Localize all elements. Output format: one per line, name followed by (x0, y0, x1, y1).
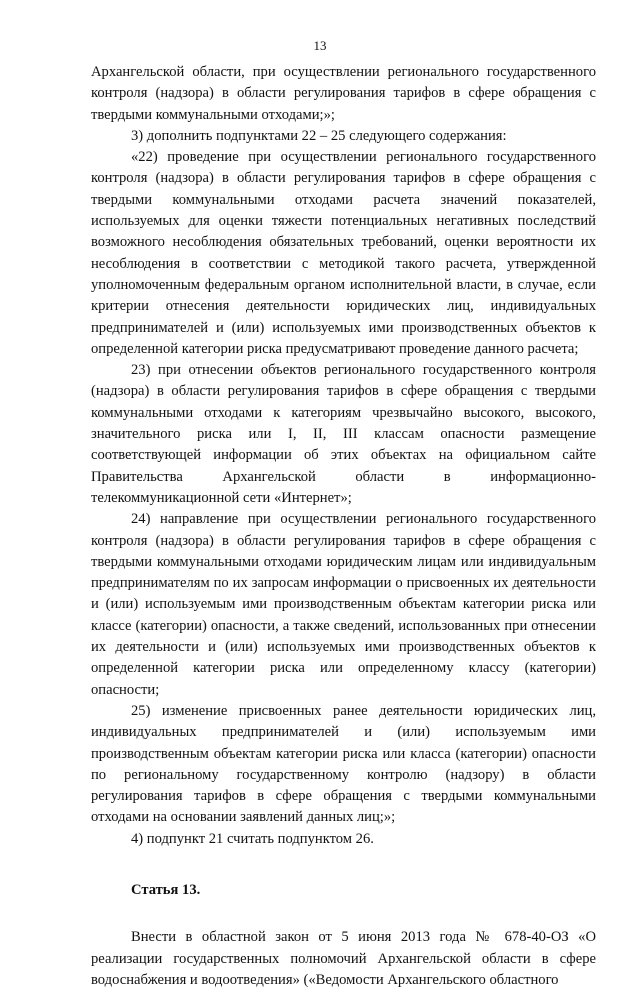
document-body (91, 62, 596, 991)
page-number: 13 (313, 38, 327, 53)
paragraph-item-4: 4) подпункт 21 считать подпунктом 26. (131, 830, 374, 847)
paragraph-subitem-24: 24) направление при осуществлении регионального государственного контроля (надзора) в области регулирования тарифов в сфере обращения с твердыми коммунальными отходами юридическим лицам или индивидуальным предпринимателям по их запросам информации о присвоенных их деятельности и (или) используемым ими производственным объектам категории риска или классе (категории) опасности, а также сведений, использованных при отнесении их деятельности и (или) используемых ими производственных объектов к определенной категории риска или определенному классу (категории) опасности; (91, 511, 596, 698)
paragraph-subitem-25: 25) изменение присвоенных ранее деятельности юридических лиц, индивидуальных предпринимателей и (или) используемым ими производственным объектам категории риска или класса (категории) опасности по региональному государственному контролю (надзору) в области регулирования тарифов в сфере обращения с твердыми коммунальными отходами на основании заявлений данных лиц;»; (91, 702, 596, 826)
paragraph-subitem-22: «22) проведение при осуществлении регионального государственного контроля (надзора) в области регулирования тарифов в сфере обращения с твердыми коммунальными отходами расчета значений показателей, используемых для оценки тяжести потенциальных негативных последствий возможного несоблюдения обязательных требований, оценки вероятности их несоблюдения в соответствии с методикой такого расчета, утвержденной уполномоченным федеральным органом исполнительной власти, в случае, если критерии отнесения деятельности юридических лиц, индивидуальных предпринимателей и (или) используемых ими производственных объектов к определенной категории риска предусматривают проведение данного расчета; (91, 149, 596, 357)
article-text: Внести в областной закон от 5 июня 2013 года № 678-40-ОЗ «О реализации государственных полномочий Архангельской области в сфере водоснабжения и водоотведения» («Ведомости Архангельского областного (91, 929, 596, 988)
paragraph-continuation: Архангельской области, при осуществлении регионального государственного контроля (надзора) в области регулирования тарифов в сфере обращения с твердыми коммунальными отходами;»; (91, 64, 596, 123)
article-heading: Статья 13. (131, 881, 201, 898)
paragraph-subitem-23: 23) при отнесении объектов регионального государственного контроля (надзора) в области регулирования тарифов в сфере обращения с твердыми коммунальными отходами к категориям чрезвычайно высокого, высокого, значительного риска или I, II, III классам опасности размещение соответствующей информации об этих объектах на официальном сайте Правительства Архангельской области в информационно-телекоммуникационной сети «Интернет»; (91, 362, 596, 506)
paragraph-item-3: 3) дополнить подпунктами 22 – 25 следующего содержания: (131, 127, 507, 144)
